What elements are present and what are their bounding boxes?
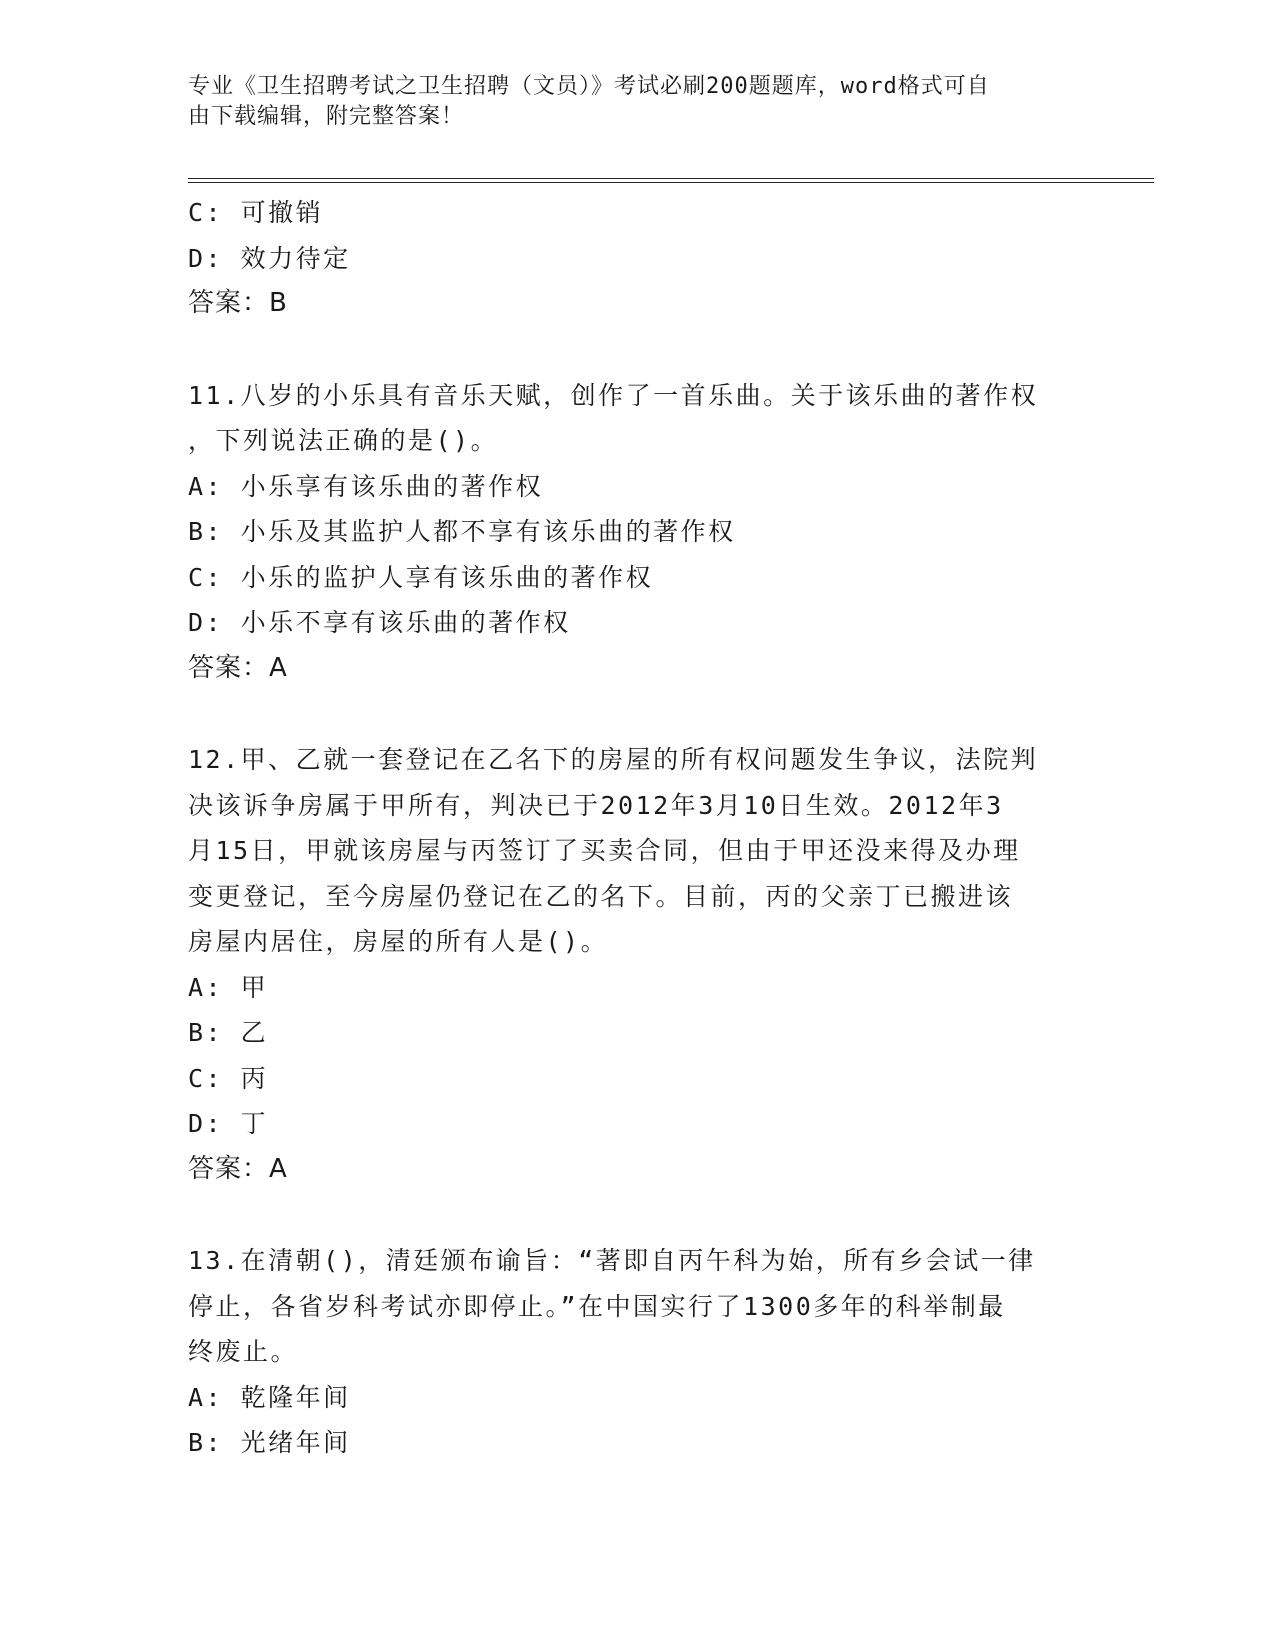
question-list: [188, 190, 1088, 1466]
question-stem-line: 变更登记，至今房屋仍登记在乙的名下。目前，丙的父亲丁已搬进该: [188, 881, 1014, 911]
option-c: C: 可撤销: [188, 198, 324, 227]
question-stem-line: 11.八岁的小乐具有音乐天赋，创作了一首乐曲。关于该乐曲的著作权: [188, 380, 1039, 410]
option-d: D: 效力待定: [188, 243, 351, 273]
answer-line: 答案：B: [188, 288, 288, 318]
header-divider-top: [188, 178, 1154, 179]
option-b: B: 小乐及其监护人都不享有该乐曲的著作权: [188, 517, 736, 546]
option-a: A: 小乐享有该乐曲的著作权: [188, 471, 544, 501]
option-b: B: 光绪年间: [188, 1428, 351, 1457]
option-c: C: 丙: [188, 1063, 269, 1093]
question-stem-line: 13.在清朝()，清廷颁布谕旨：“著即自丙午科为始，所有乡会试一律: [188, 1246, 1036, 1275]
prev-question: [188, 190, 1088, 327]
option-b: B: 乙: [188, 1018, 269, 1047]
question-13: [188, 1238, 1088, 1466]
question-stem-line: 12.甲、乙就一套登记在乙名下的房屋的所有权问题发生争议，法院判: [188, 745, 1039, 774]
question-11: [188, 373, 1088, 692]
question-stem-line: 月15日，甲就该房屋与丙签订了买卖合同，但由于甲还没来得及办理: [188, 836, 1021, 865]
answer-line: 答案：A: [188, 652, 288, 683]
question-stem-line: 房屋内居住，房屋的所有人是()。: [188, 927, 609, 956]
question-stem-line: 决该诉争房属于甲所有，判决已于2012年3月10日生效。2012年3: [188, 790, 1004, 820]
answer-line: 答案：A: [188, 1153, 288, 1184]
question-stem-line: 停止，各省岁科考试亦即停止。”在中国实行了1300多年的科举制最: [188, 1291, 1006, 1321]
option-a: A: 甲: [188, 972, 269, 1002]
question-12: [188, 737, 1088, 1192]
option-a: A: 乾隆年间: [188, 1382, 351, 1412]
option-c: C: 小乐的监护人享有该乐曲的著作权: [188, 562, 654, 592]
document-header: [188, 72, 1068, 132]
question-stem-line: 终废止。: [188, 1337, 299, 1366]
option-d: D: 小乐不享有该乐曲的著作权: [188, 608, 571, 637]
option-d: D: 丁: [188, 1109, 269, 1138]
question-stem-line: ，下列说法正确的是()。: [188, 426, 499, 455]
header-divider-bottom: [188, 182, 1154, 183]
header-title-line-1: 专业《卫生招聘考试之卫生招聘（文员）》考试必刷200题题库，word格式可自: [188, 74, 990, 99]
header-title-line-2: 由下载编辑，附完整答案！: [188, 104, 465, 129]
